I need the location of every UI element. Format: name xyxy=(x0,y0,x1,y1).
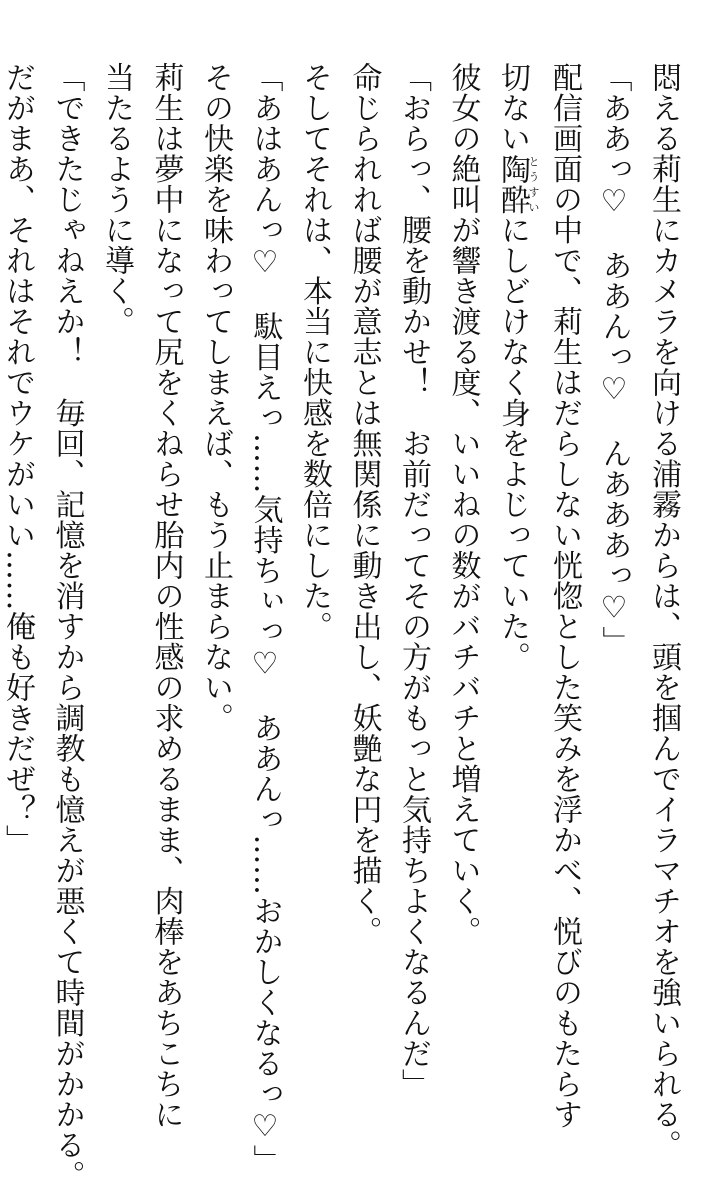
text-line: 悶える莉生にカメラを向ける浦霧からは、頭を掴んでイラマチオを強いられる。 xyxy=(646,62,681,1160)
text-line: 「おらっ、腰を動かせ！ お前だってその方がもっと気持ちよくなるんだ」 xyxy=(396,62,431,1099)
text-line: だがまあ、それはそれでウケがいい……俺も好きだぜ？」 xyxy=(0,62,35,855)
ruby-base: 陶酔 xyxy=(495,153,530,215)
text-line xyxy=(488,62,540,982)
text-line: 配信画面の中で、莉生はだらしない恍惚とした笑みを浮かべ、悦びのもたらす xyxy=(547,62,582,1130)
text-line: 命じられれば腰が意志とは無関係に動き出し、妖艶な円を描く。 xyxy=(346,62,382,947)
text-line: そしてそれは、本当に快感を数倍にした。 xyxy=(297,62,332,642)
text-segment: 切ない xyxy=(495,62,530,154)
text-line: その快楽を味わってしまえば、もう止まらない。 xyxy=(198,62,233,733)
text-line: 彼女の絶叫が響き渡る度、いいねの数がバチバチと増えていく。 xyxy=(445,62,481,947)
vertical-text-body xyxy=(0,62,688,1191)
ruby-annotation: とうすい xyxy=(527,153,540,215)
text-line: 「できたじゃねえか！ 毎回、記憶を消すから調教も憶えが悪くて時間がかかる。 xyxy=(49,62,85,1191)
text-line: 「ああっ♡ ああんっ♡ んあああっ♡」 xyxy=(596,62,632,657)
text-line: 当たるように導く。 xyxy=(99,62,134,337)
text-line: 「あはあんっ♡ 駄目えっ……気持ちぃっ♡ ああんっ……おかしくなるっ♡」 xyxy=(247,62,283,1175)
ruby-word xyxy=(495,153,540,215)
text-line: 莉生は夢中になって尻をくねらせ胎内の性感の求めるまま、肉棒をあちこちに xyxy=(148,62,184,1130)
text-segment: にしどけなく身をよじっていた。 xyxy=(495,214,530,672)
